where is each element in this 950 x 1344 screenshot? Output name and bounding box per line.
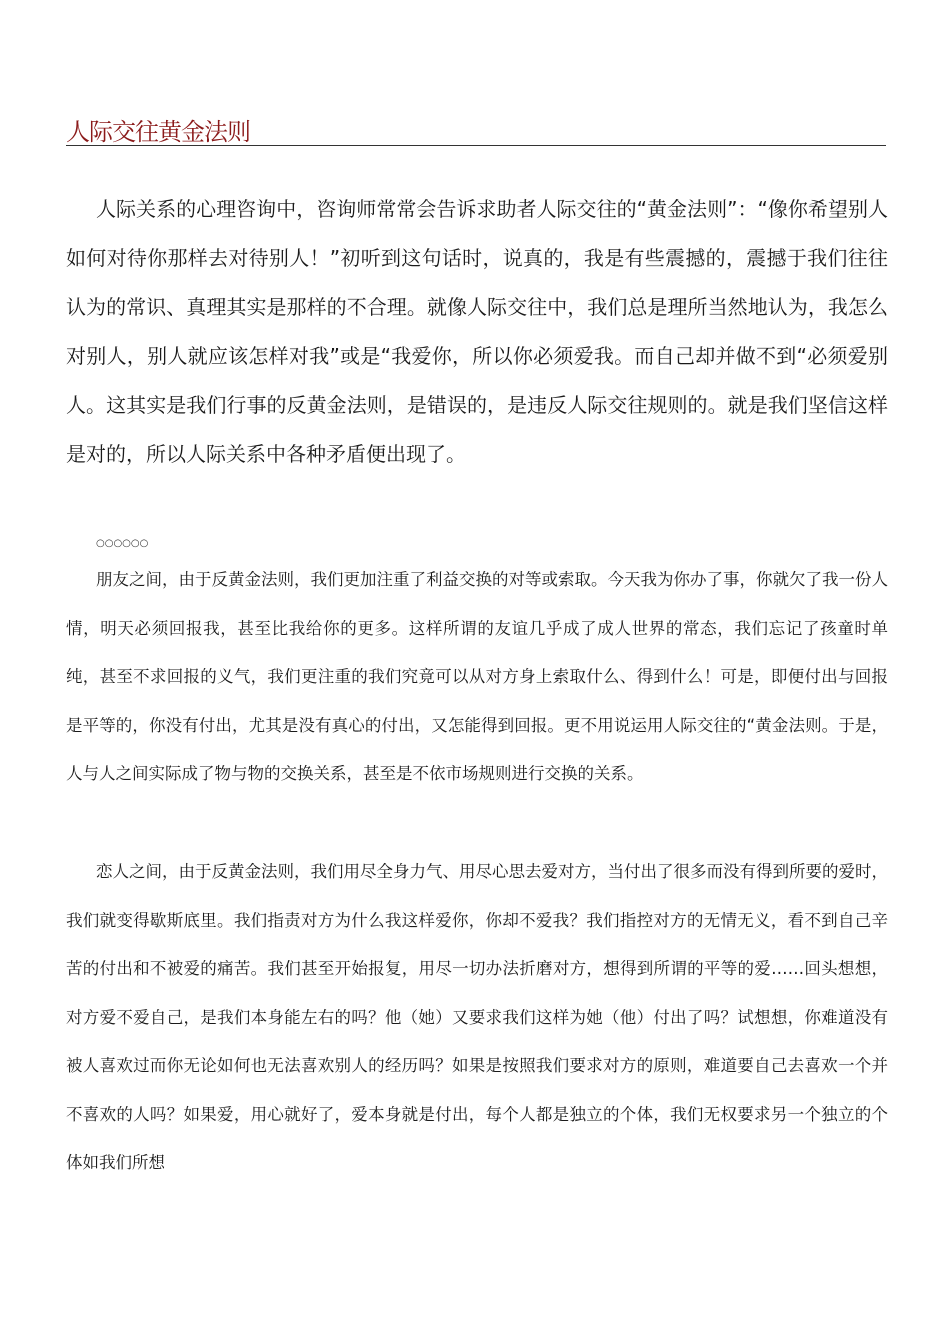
section-marker: ○○○○○○ bbox=[96, 538, 149, 549]
title-underline bbox=[66, 145, 886, 146]
paragraph-friends: 朋友之间，由于反黄金法则，我们更加注重了利益交换的对等或索取。今天我为你办了事，你就欠了我一份人情，明天必须回报我，甚至比我给你的更多。这样所谓的友谊几乎成了成人世界的常态，我们忘记了孩童时单纯，甚至不求回报的义气，我们更注重的我们究竟可以从对方身上索取什么、得到什么！可是，即便付出与回报是平等的，你没有付出，尤其是没有真心的付出，又怎能得到回报。更不用说运用人际交往的“黄金法则。于是，人与人之间实际成了物与物的交换关系，甚至是不依市场规则进行交换的关系。 bbox=[66, 570, 888, 783]
intro-paragraph: 人际关系的心理咨询中，咨询师常常会告诉求助者人际交往的“黄金法则”：“像你希望别人如何对待你那样去对待别人！”初听到这句话时，说真的，我是有些震撼的，震撼于我们往往认为的常识、真理其实是那样的不合理。就像人际交往中，我们总是理所当然地认为，我怎么对别人，别人就应该怎样对我”或是“我爱你，所以你必须爱我。而自己却并做不到“必须爱别人。这其实是我们行事的反黄金法则，是错误的，是违反人际交往规则的。就是我们坚信这样是对的，所以人际关系中各种矛盾便出现了。 bbox=[66, 197, 888, 466]
paragraph-lovers: 恋人之间，由于反黄金法则，我们用尽全身力气、用尽心思去爱对方，当付出了很多而没有得到所要的爱时，我们就变得歇斯底里。我们指责对方为什么我这样爱你，你却不爱我？我们指控对方的无情无义，看不到自己辛苦的付出和不被爱的痛苦。我们甚至开始报复，用尽一切办法折磨对方，想得到所谓的平等的爱……回头想想，对方爱不爱自己，是我们本身能左右的吗？他（她）又要求我们这样为她（他）付出了吗？试想想，你难道没有被人喜欢过而你无论如何也无法喜欢别人的经历吗？如果是按照我们要求对方的原则，难道要自己去喜欢一个并不喜欢的人吗？如果爱，用心就好了，爱本身就是付出，每个人都是独立的个体，我们无权要求另一个独立的个体如我们所想 bbox=[66, 862, 888, 1172]
page-title: 人际交往黄金法则 bbox=[66, 118, 250, 146]
